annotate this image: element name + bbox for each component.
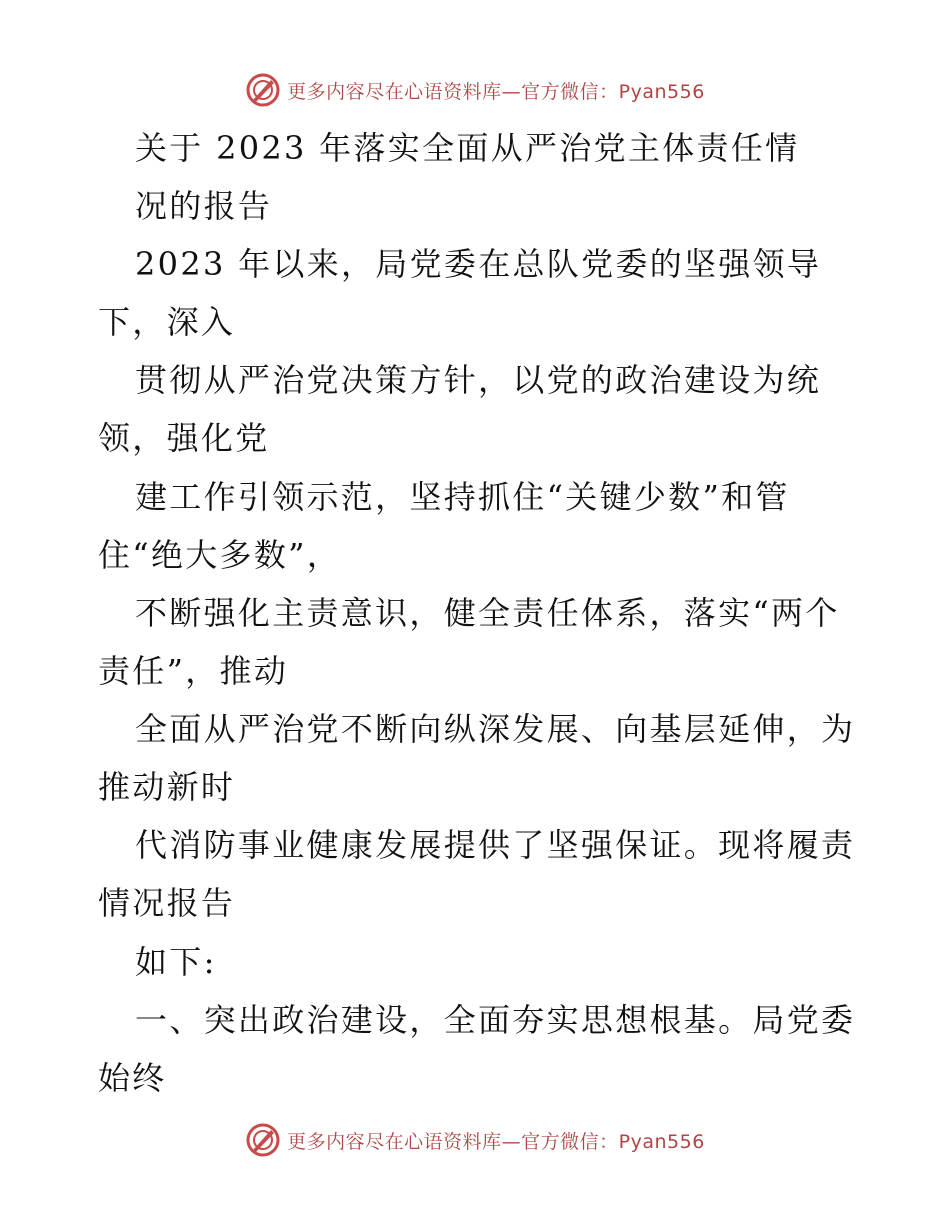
paragraph-line: 责任”，推动 (98, 652, 289, 690)
paragraph-line: 情况报告 (98, 884, 236, 922)
header-watermark (0, 70, 950, 110)
paragraph-line: 下，深入 (98, 303, 236, 341)
quill-circle-logo-icon (245, 1122, 281, 1158)
paragraph-line: 如下: (135, 943, 217, 981)
quill-circle-logo-icon (245, 72, 281, 108)
paragraph-line: 贯彻从严治党决策方针，以党的政治建设为统 (135, 361, 822, 399)
section-heading-line: 一、突出政治建设，全面夯实思想根基。局党委 (135, 1001, 856, 1039)
title-line-2: 况的报告 (135, 187, 273, 225)
paragraph-line: 推动新时 (98, 768, 236, 806)
watermark-text: 更多内容尽在心语资料库—官方微信：Pyan556 (287, 80, 705, 103)
paragraph-line: 不断强化主责意识，健全责任体系，落实“两个 (135, 594, 840, 632)
footer-watermark (0, 1120, 950, 1160)
paragraph-line: 2023 年以来，局党委在总队党委的坚强领导 (135, 245, 822, 283)
paragraph-line: 始终 (98, 1059, 167, 1097)
paragraph-line: 建工作引领示范，坚持抓住“关键少数”和管 (135, 478, 790, 516)
paragraph-line: 领，强化党 (98, 419, 270, 457)
title-line-1: 关于 2023 年落实全面从严治党主体责任情 (135, 129, 800, 167)
paragraph-line: 全面从严治党不断向纵深发展、向基层延伸，为 (135, 710, 856, 748)
paragraph-line: 住“绝大多数”， (98, 536, 342, 574)
paragraph-line: 代消防事业健康发展提供了坚强保证。现将履责 (135, 826, 856, 864)
watermark-text: 更多内容尽在心语资料库—官方微信：Pyan556 (287, 1130, 705, 1153)
